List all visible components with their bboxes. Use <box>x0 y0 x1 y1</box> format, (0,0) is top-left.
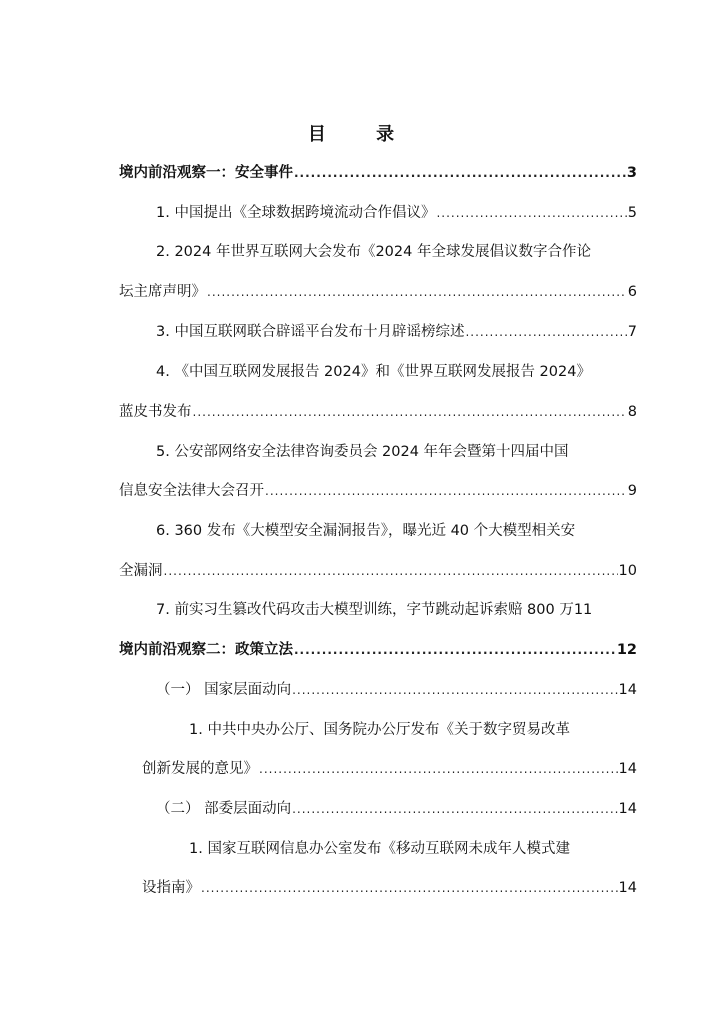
toc-entry-page: 14 <box>618 880 637 896</box>
toc-leader-dots <box>164 564 618 578</box>
toc-entry-text: 2. 2024 年世界互联网大会发布《2024 年全球发展倡议数字合作论 <box>156 244 591 260</box>
toc-leader-dots <box>259 762 618 776</box>
toc-leader-dots <box>465 325 626 339</box>
toc-entry-page: 3 <box>626 165 637 181</box>
toc-entry-text: 3. 中国互联网联合辟谣平台发布十月辟谣榜综述 <box>156 324 465 340</box>
toc-entry-text: 设指南》 <box>142 880 200 896</box>
toc-leader-dots <box>292 683 617 697</box>
toc-leader-dots <box>207 285 627 299</box>
toc-entry-item[interactable] <box>156 360 637 381</box>
toc-entry-page: 6 <box>627 284 637 300</box>
toc-entry-page: 14 <box>618 682 637 698</box>
toc-entry-text: （一） 国家层面动向 <box>156 682 292 698</box>
toc-entry-text: 全漏洞 <box>119 563 163 579</box>
toc-entry-text: 1. 中国提出《全球数据跨境流动合作倡议》 <box>156 205 436 221</box>
toc-entry-item[interactable] <box>189 718 637 739</box>
toc-entry-text: 4. 《中国互联网发展报告 2024》和《世界互联网发展报告 2024》 <box>156 364 591 380</box>
toc-entry-text: 境内前沿观察一：安全事件 <box>119 165 293 181</box>
toc-entry-text: 1. 中共中央办公厅、国务院办公厅发布《关于数字贸易改革 <box>189 722 570 738</box>
toc-entry-item[interactable] <box>156 240 637 261</box>
toc-entry-text: 境内前沿观察二：政策立法 <box>119 642 293 658</box>
toc-entry-item[interactable] <box>189 837 637 858</box>
toc-entry-item-continuation[interactable] <box>119 559 637 580</box>
toc-title: 目 录 <box>307 124 417 145</box>
toc-entry-text: 创新发展的意见》 <box>142 761 258 777</box>
toc-leader-dots <box>193 405 627 419</box>
toc-entry-subsection[interactable] <box>156 678 637 699</box>
toc-entry-page: 10 <box>618 563 637 579</box>
toc-entry-item[interactable] <box>156 519 637 540</box>
toc-entry-page: 8 <box>627 404 637 420</box>
toc-entry-text: 坛主席声明》 <box>119 284 206 300</box>
toc-leader-dots <box>292 802 617 816</box>
toc-entry-section-1[interactable] <box>119 161 637 182</box>
toc-entry-text: 5. 公安部网络安全法律咨询委员会 2024 年年会暨第十四届中国 <box>156 444 569 460</box>
toc-entry-page: 5 <box>627 205 637 221</box>
toc-entry-text: 6. 360 发布《大模型安全漏洞报告》，曝光近 40 个大模型相关安 <box>156 523 576 539</box>
toc-entry-item[interactable] <box>156 598 637 619</box>
toc-leader-dots <box>294 166 626 180</box>
toc-entry-item-continuation[interactable] <box>142 876 637 897</box>
toc-entry-text: 蓝皮书发布 <box>119 404 192 420</box>
toc-entry-text: 7. 前实习生篡改代码攻击大模型训练，字节跳动起诉索赔 800 万11 <box>156 602 593 618</box>
toc-entry-item-continuation[interactable] <box>142 757 637 778</box>
toc-entry-page: 14 <box>618 801 637 817</box>
toc-entry-section-2[interactable] <box>119 638 637 659</box>
toc-entry-item-continuation[interactable] <box>119 280 637 301</box>
toc-entry-text: （二） 部委层面动向 <box>156 801 292 817</box>
toc-entry-item[interactable] <box>156 440 637 461</box>
toc-entry-page: 9 <box>627 483 637 499</box>
toc-entry-item[interactable] <box>156 320 637 341</box>
toc-entry-page: 14 <box>618 761 637 777</box>
toc-entry-page: 7 <box>627 324 637 340</box>
toc-entry-page: 12 <box>616 642 637 658</box>
toc-entry-text: 1. 国家互联网信息办公室发布《移动互联网未成年人模式建 <box>189 841 570 857</box>
toc-entry-item-continuation[interactable] <box>119 479 637 500</box>
toc-leader-dots <box>294 643 616 657</box>
toc-leader-dots <box>265 484 627 498</box>
toc-leader-dots <box>436 206 626 220</box>
toc-entry-subsection[interactable] <box>156 797 637 818</box>
toc-entry-text: 信息安全法律大会召开 <box>119 483 264 499</box>
toc-entry-item-continuation[interactable] <box>119 400 637 421</box>
toc-entry-item[interactable] <box>156 201 637 222</box>
toc-leader-dots <box>201 881 618 895</box>
